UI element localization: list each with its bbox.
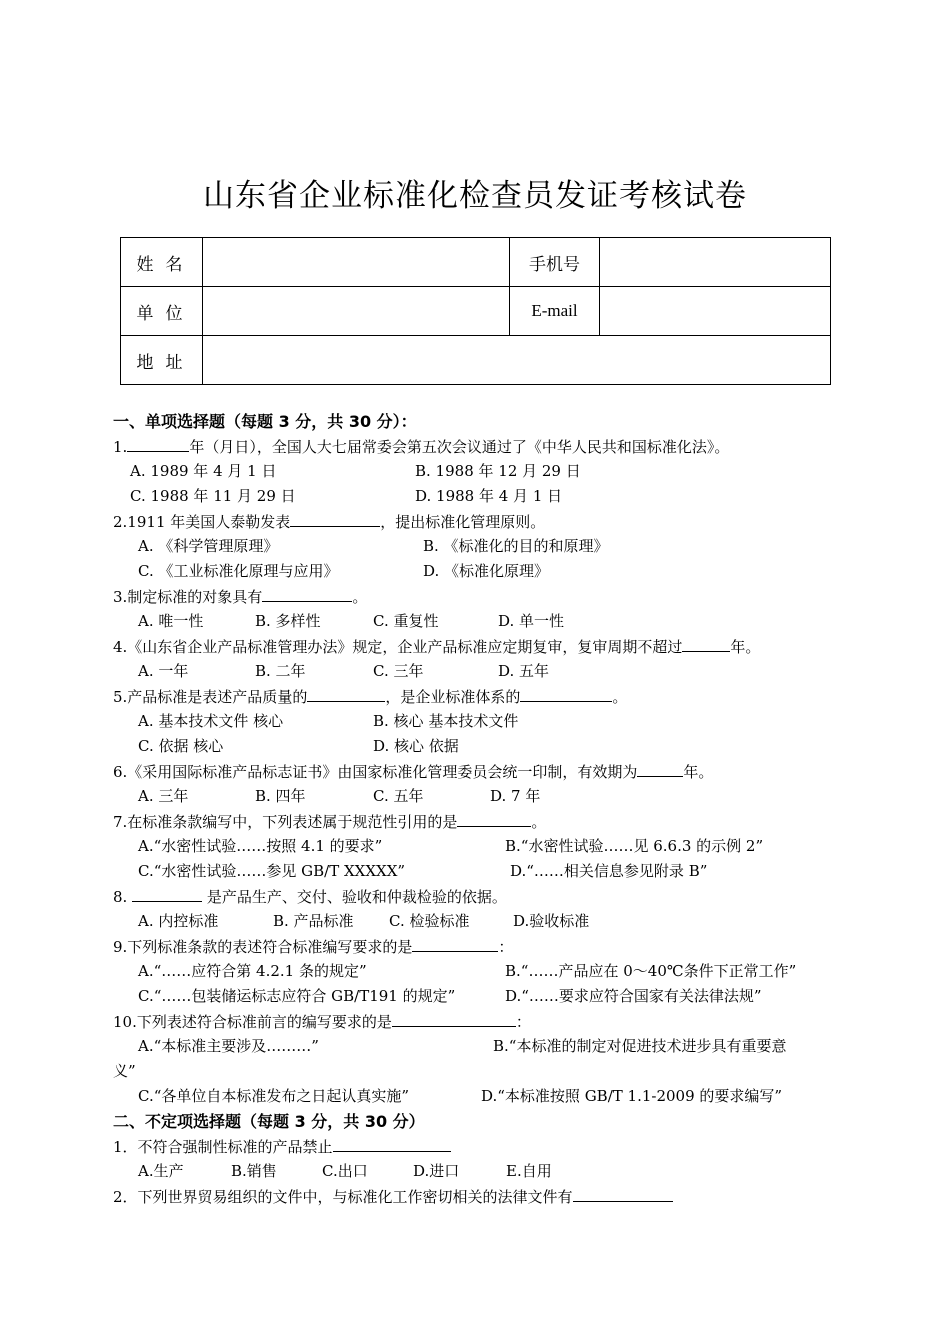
option-b-continuation [113,1059,843,1084]
option-b[interactable]: B.销售 [231,1162,277,1180]
options-row [113,1034,843,1059]
option-d[interactable]: D.验收标准 [513,912,590,930]
answer-blank[interactable] [290,509,380,527]
option-d[interactable]: D. 单一性 [498,612,565,630]
s2-question-2 [113,1184,843,1209]
email-field[interactable] [600,287,831,336]
question-text: 9.下列标准条款的表述符合标准编写要求的是 [113,938,413,956]
question-text: 4.《山东省企业产品标准管理办法》规定，企业产品标准应定期复审，复审周期不超过 [113,638,683,656]
address-label: 地址 [121,336,203,385]
option-b[interactable]: B.“本标准的制定对促进技术进步具有重要意 [493,1037,787,1055]
option-a[interactable]: A.生产 [138,1162,184,1180]
options-row [113,609,843,634]
option-b[interactable]: B. 多样性 [255,612,321,630]
option-c[interactable]: C. 《工业标准化原理与应用》 [138,562,339,580]
exam-title: 山东省企业标准化检查员发证考核试卷 [203,178,747,214]
answer-blank[interactable] [637,759,683,777]
options-row [113,859,843,884]
options-row [113,1159,843,1184]
option-d[interactable]: D.“本标准按照 GB/T 1.1-2009 的要求编写” [481,1087,783,1105]
option-b-continuation-text: 义” [113,1062,136,1080]
table-row [121,287,831,336]
question-text: 1. [113,438,128,456]
option-a[interactable]: A. 基本技术文件 核心 [138,712,284,730]
phone-field[interactable] [600,238,831,287]
s2-question-1 [113,1134,843,1159]
name-label: 姓名 [121,238,203,287]
answer-blank[interactable] [132,884,202,902]
question-text: 年（月日），全国人大七届常委会第五次会议通过了《中华人民共和国标准化法》。 [189,438,730,456]
question-text: 5.产品标准是表述产品质量的 [113,688,308,706]
question-text: 2.1911 年美国人泰勒发表 [113,513,291,531]
options-row [113,784,843,809]
option-a[interactable]: A.“水密性试验……按照 4.1 的要求” [138,837,383,855]
options-row [113,959,843,984]
option-b[interactable]: B. 1988 年 12 月 29 日 [415,462,581,480]
option-c[interactable]: C.“水密性试验……参见 GB/T XXXXX” [138,862,406,880]
option-d[interactable]: D. 《标准化原理》 [423,562,550,580]
table-row [121,336,831,385]
option-a[interactable]: A. 内控标准 [138,912,219,930]
option-a[interactable]: A. 三年 [138,787,189,805]
option-a[interactable]: A. 唯一性 [138,612,204,630]
option-b[interactable]: B. 四年 [255,787,306,805]
options-row [113,659,843,684]
answer-blank[interactable] [412,934,498,952]
question-text: ： [515,1013,531,1031]
question-text: 。 [612,688,628,706]
question-5 [113,684,843,709]
option-b[interactable]: B.“水密性试验……见 6.6.3 的示例 2” [505,837,764,855]
options-row [113,459,843,484]
option-c[interactable]: C.“……包装储运标志应符合 GB/T191 的规定” [138,987,456,1005]
unit-label: 单位 [121,287,203,336]
option-d[interactable]: D. 1988 年 4 月 1 日 [415,487,563,505]
question-text: 。 [352,588,368,606]
options-row [113,909,843,934]
question-text: 8. [113,888,128,906]
option-d[interactable]: D.“……相关信息参见附录 B” [510,862,708,880]
answer-blank[interactable] [457,809,531,827]
option-a[interactable]: A.“……应符合第 4.2.1 条的规定” [138,962,367,980]
question-7 [113,809,843,834]
option-b[interactable]: B. 二年 [255,662,306,680]
question-text: 年。 [730,638,761,656]
options-row [113,709,843,734]
answer-blank[interactable] [127,434,189,452]
option-b[interactable]: B.“……产品应在 0～40℃条件下正常工作” [505,962,797,980]
options-row [113,534,843,559]
question-text: 6.《采用国际标准产品标志证书》由国家标准化管理委员会统一印制，有效期为 [113,763,638,781]
options-row [113,734,843,759]
option-b[interactable]: B. 产品标准 [273,912,354,930]
option-a[interactable]: A. 《科学管理原理》 [138,537,279,555]
question-text: 10.下列表述符合标准前言的编写要求的是 [113,1013,392,1031]
address-field[interactable] [203,336,831,385]
question-text: 7.在标准条款编写中，下列表述属于规范性引用的是 [113,813,458,831]
answer-blank[interactable] [307,684,385,702]
answer-blank[interactable] [333,1134,451,1152]
table-row [121,238,831,287]
answer-blank[interactable] [520,684,612,702]
option-d[interactable]: D. 7 年 [490,787,541,805]
option-c[interactable]: C.出口 [322,1162,368,1180]
answer-blank[interactable] [392,1009,516,1027]
option-a[interactable]: A. 1989 年 4 月 1 日 [130,462,277,480]
option-c[interactable]: C. 检验标准 [389,912,470,930]
option-a[interactable]: A.“本标准主要涉及………” [138,1037,319,1055]
phone-label: 手机号 [510,238,600,287]
answer-blank[interactable] [573,1184,673,1202]
unit-field[interactable] [203,287,510,336]
question-10 [113,1009,843,1034]
exam-body [113,409,843,1209]
section1-heading: 一、单项选择题（每题 3 分，共 30 分）： [113,412,417,431]
question-text: ： [498,938,514,956]
question-2 [113,509,843,534]
option-c[interactable]: C. 三年 [373,662,424,680]
option-b[interactable]: B. 《标准化的目的和原理》 [423,537,609,555]
question-text: ，是企业标准体系的 [385,688,521,706]
examinee-info-table [120,237,831,385]
question-text: 是产品生产、交付、验收和仲裁检验的依据。 [206,888,507,906]
option-d[interactable]: D. 核心 依据 [373,737,459,755]
option-a[interactable]: A. 一年 [138,662,189,680]
question-6 [113,759,843,784]
question-3 [113,584,843,609]
answer-blank[interactable] [682,634,730,652]
option-e[interactable]: E.自用 [506,1162,552,1180]
option-d[interactable]: D.进口 [413,1162,460,1180]
question-text: ，提出标准化管理原则。 [380,513,546,531]
question-text: 1．不符合强制性标准的产品禁止 [113,1138,333,1156]
question-text: 2．下列世界贸易组织的文件中，与标准化工作密切相关的法律文件有 [113,1188,573,1206]
option-b[interactable]: B. 核心 基本技术文件 [373,712,519,730]
option-c[interactable]: C. 五年 [373,787,424,805]
option-c[interactable]: C. 1988 年 11 月 29 日 [130,487,296,505]
option-c[interactable]: C.“各单位自本标准发布之日起认真实施” [138,1087,410,1105]
answer-blank[interactable] [262,584,352,602]
question-1 [113,434,843,459]
question-text: 。 [531,813,547,831]
name-field[interactable] [203,238,510,287]
question-text: 年。 [683,763,714,781]
option-d[interactable]: D. 五年 [498,662,550,680]
options-row [113,1084,843,1109]
question-8 [113,884,843,909]
question-9 [113,934,843,959]
option-d[interactable]: D.“……要求应符合国家有关法律法规” [505,987,762,1005]
options-row [113,984,843,1009]
options-row [113,484,843,509]
options-row [113,834,843,859]
email-label: E-mail [510,287,600,336]
question-text: 3.制定标准的对象具有 [113,588,263,606]
options-row [113,559,843,584]
question-4 [113,634,843,659]
option-c[interactable]: C. 依据 核心 [138,737,224,755]
option-c[interactable]: C. 重复性 [373,612,439,630]
section2-heading: 二、不定项选择题（每题 3 分，共 30 分） [113,1112,425,1131]
